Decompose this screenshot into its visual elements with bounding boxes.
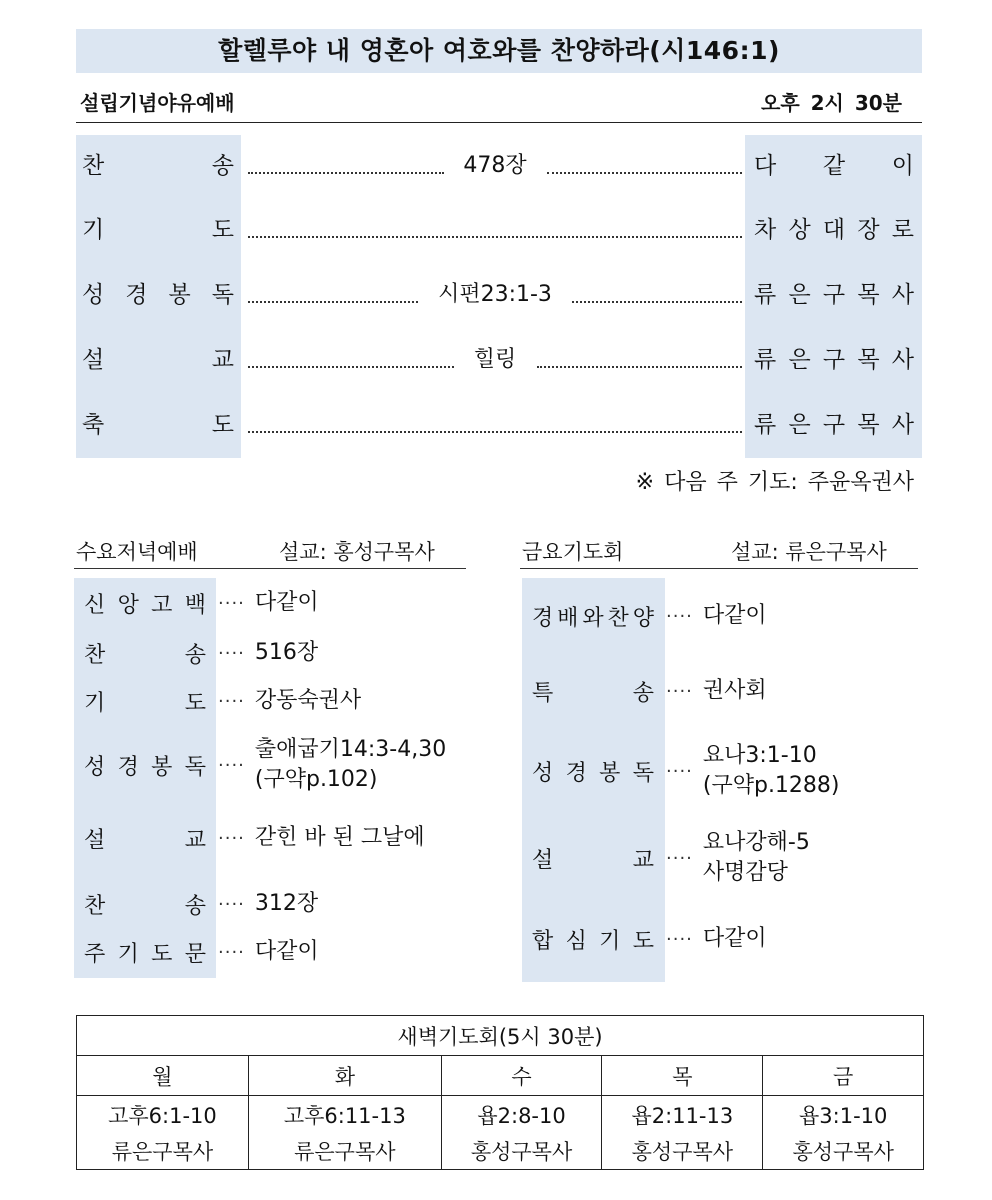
label-char: 구 [822,347,846,373]
list-item [522,822,810,894]
main-order-item [76,210,922,250]
label-char: 문 [184,941,206,967]
order-value [703,601,767,631]
label-char: 교 [632,847,654,873]
friday-service-title: 금요기도회 [522,540,624,564]
order-value-line: 다같이 [702,926,767,951]
label-char: 사 [891,347,914,373]
list-item [74,681,361,721]
leader-dots [248,275,742,315]
order-value-line: 출애굽기14:3-4,30 [254,737,447,762]
label-char: 독 [211,282,234,308]
label-char: 성 [82,282,105,308]
leader-dots: ···· [218,642,245,664]
list-item [74,884,318,924]
label-char: 경 [532,605,554,631]
list-item [74,818,425,858]
label-char: 구 [822,282,846,308]
label-char: 합 [532,928,554,954]
main-order-item [76,405,922,445]
order-value-line: 다같이 [702,603,767,628]
day-cell: 수 [441,1056,602,1096]
order-label [532,843,654,874]
dotted-leader [537,366,743,368]
label-char: 류 [754,412,777,438]
order-value-line: 권사회 [702,678,767,703]
day-cell: 화 [248,1056,441,1096]
leader-dots [248,146,742,186]
label-char: 류 [754,282,777,308]
label-char: 봉 [168,282,191,308]
order-value-line: (구약p.102) [254,767,378,792]
passage-cell: 욥2:11-13 [602,1096,763,1134]
order-value-line: 사명감당 [702,860,788,885]
label-char: 경 [125,282,148,308]
dotted-leader [248,431,742,433]
order-label [82,275,234,315]
order-person [754,210,914,250]
main-service-time: 오후 2시 30분 [761,91,902,115]
label-char: 상 [788,217,811,243]
label-char: 신 [84,592,106,618]
list-item [74,730,446,800]
label-char: 사 [891,282,914,308]
order-person [754,146,914,186]
preacher-cell: 류은구목사 [248,1134,441,1170]
table-row [77,1056,924,1096]
label-char: 이 [891,153,914,179]
dotted-leader [547,172,743,174]
label-char: 설 [82,347,105,373]
day-cell: 금 [763,1056,924,1096]
label-char: 로 [891,217,914,243]
order-person [754,405,914,445]
order-label [532,601,654,632]
label-char: 앙 [117,592,139,618]
label-char: 도 [151,941,173,967]
table-row [77,1134,924,1170]
label-char: 장 [857,217,880,243]
label-char: 와 [582,605,604,631]
label-char: 목 [857,412,880,438]
label-char: 교 [184,827,206,853]
label-char: 송 [184,893,206,919]
leader-dots [248,340,742,380]
leader-dots: ···· [218,754,245,776]
order-label [84,588,206,619]
label-char: 은 [788,282,811,308]
main-order-item [76,340,922,380]
order-detail: 478장 [451,146,538,186]
label-char: 심 [565,928,587,954]
friday-preacher: 설교: 류은구목사 [731,540,887,564]
order-value-line: 312장 [254,891,319,916]
label-char: 성 [84,754,106,780]
order-value [255,686,361,716]
order-label [84,686,206,717]
label-char: 송 [632,680,654,706]
day-cell: 월 [77,1056,249,1096]
dawn-prayer-title: 새벽기도회(5시 30분) [77,1016,924,1056]
leader-dots: ···· [666,760,693,782]
order-detail: 힐링 [462,340,529,380]
label-char: 양 [632,605,654,631]
label-char: 주 [84,941,106,967]
label-char: 도 [211,412,234,438]
order-value [255,823,425,853]
friday-divider [520,568,918,569]
label-char: 배 [557,605,579,631]
leader-dots: ···· [218,941,245,963]
order-value [703,676,767,706]
label-char: 백 [184,592,206,618]
label-char: 도 [211,217,234,243]
label-char: 은 [788,347,811,373]
order-label [84,750,206,781]
leader-dots: ···· [666,928,693,950]
label-char: 봉 [599,760,621,786]
order-value-line: 요나강해-5 [702,830,810,855]
leader-dots [248,210,742,250]
main-order-item [76,275,922,315]
label-char: 고 [151,592,173,618]
label-char: 도 [632,928,654,954]
preacher-cell: 류은구목사 [77,1134,249,1170]
dotted-leader [572,301,742,303]
dotted-leader [248,172,444,174]
order-label [84,889,206,920]
dotted-leader [248,301,418,303]
label-char: 찬 [607,605,629,631]
list-item [74,932,319,972]
order-label [532,676,654,707]
leader-dots: ···· [666,680,693,702]
label-char: 기 [82,217,105,243]
list-item [522,671,767,711]
order-value-line: 갇힌 바 된 그날에 [254,825,425,850]
label-char: 같 [822,153,846,179]
leader-dots: ···· [666,605,693,627]
order-label [84,638,206,669]
leader-dots [248,405,742,445]
leader-dots: ···· [218,827,245,849]
label-char: 다 [754,153,777,179]
order-value-line: 다같이 [254,590,319,615]
label-char: 기 [599,928,621,954]
label-char: 송 [211,153,234,179]
wednesday-preacher: 설교: 홍성구목사 [279,540,435,564]
order-label [532,924,654,955]
order-person [754,340,914,380]
order-value-line: 강동숙권사 [254,688,362,713]
order-label [84,823,206,854]
label-char: 교 [211,347,234,373]
next-week-prayer-note: ※ 다음 주 기도: 주윤옥권사 [635,470,914,495]
label-char: 성 [532,760,554,786]
label-char: 도 [184,690,206,716]
label-char: 사 [891,412,914,438]
wednesday-service-title: 수요저녁예배 [76,540,198,564]
label-char: 축 [82,412,105,438]
label-char: 차 [754,217,777,243]
dotted-leader [248,366,454,368]
order-value-line: 516장 [254,640,319,665]
preacher-cell: 홍성구목사 [602,1134,763,1170]
label-char: 기 [117,941,139,967]
order-value [703,828,810,888]
order-person [754,275,914,315]
order-label [82,146,234,186]
label-char: 류 [754,347,777,373]
list-item [74,583,319,623]
order-value [255,889,318,919]
list-item [74,633,318,673]
day-cell: 목 [602,1056,763,1096]
list-item [522,735,840,807]
order-value-line: 다같이 [254,939,319,964]
passage-cell: 고후6:1-10 [77,1096,249,1134]
wednesday-divider [74,568,466,569]
list-item [522,596,767,636]
order-value [255,735,446,795]
list-item [522,919,767,959]
label-char: 목 [857,347,880,373]
order-value [703,924,767,954]
main-service-divider [76,122,922,123]
label-char: 대 [822,217,846,243]
table-row [77,1096,924,1134]
label-char: 설 [84,827,106,853]
order-label [84,937,206,968]
label-char: 찬 [84,893,106,919]
label-char: 목 [857,282,880,308]
dawn-prayer-table [76,1015,924,1170]
passage-cell: 고후6:11-13 [248,1096,441,1134]
order-value [255,937,319,967]
label-char: 독 [632,760,654,786]
leader-dots: ···· [218,893,245,915]
order-value-line: (구약p.1288) [702,773,840,798]
label-char: 설 [532,847,554,873]
leader-dots: ···· [218,690,245,712]
passage-cell: 욥3:1-10 [763,1096,924,1134]
page-banner: 할렐루야 내 영혼아 여호와를 찬양하라(시146:1) [76,29,922,73]
leader-dots: ···· [666,847,693,869]
order-label [82,340,234,380]
dotted-leader [248,236,742,238]
leader-dots: ···· [218,592,245,614]
label-char: 찬 [82,153,105,179]
label-char: 특 [532,680,554,706]
main-order-item [76,146,922,186]
main-service-title: 설립기념야유예배 [80,91,235,115]
label-char: 경 [565,760,587,786]
label-char: 찬 [84,642,106,668]
label-char: 기 [84,690,106,716]
order-value [703,741,840,801]
label-char: 경 [117,754,139,780]
order-label [532,756,654,787]
passage-cell: 욥2:8-10 [441,1096,602,1134]
label-char: 은 [788,412,811,438]
order-label [82,405,234,445]
label-char: 봉 [151,754,173,780]
preacher-cell: 홍성구목사 [763,1134,924,1170]
order-label [82,210,234,250]
order-detail: 시편23:1-3 [426,275,564,315]
order-value [255,588,319,618]
label-char: 구 [822,412,846,438]
label-char: 독 [184,754,206,780]
order-value-line: 요나3:1-10 [702,743,817,768]
label-char: 송 [184,642,206,668]
order-value [255,638,318,668]
preacher-cell: 홍성구목사 [441,1134,602,1170]
